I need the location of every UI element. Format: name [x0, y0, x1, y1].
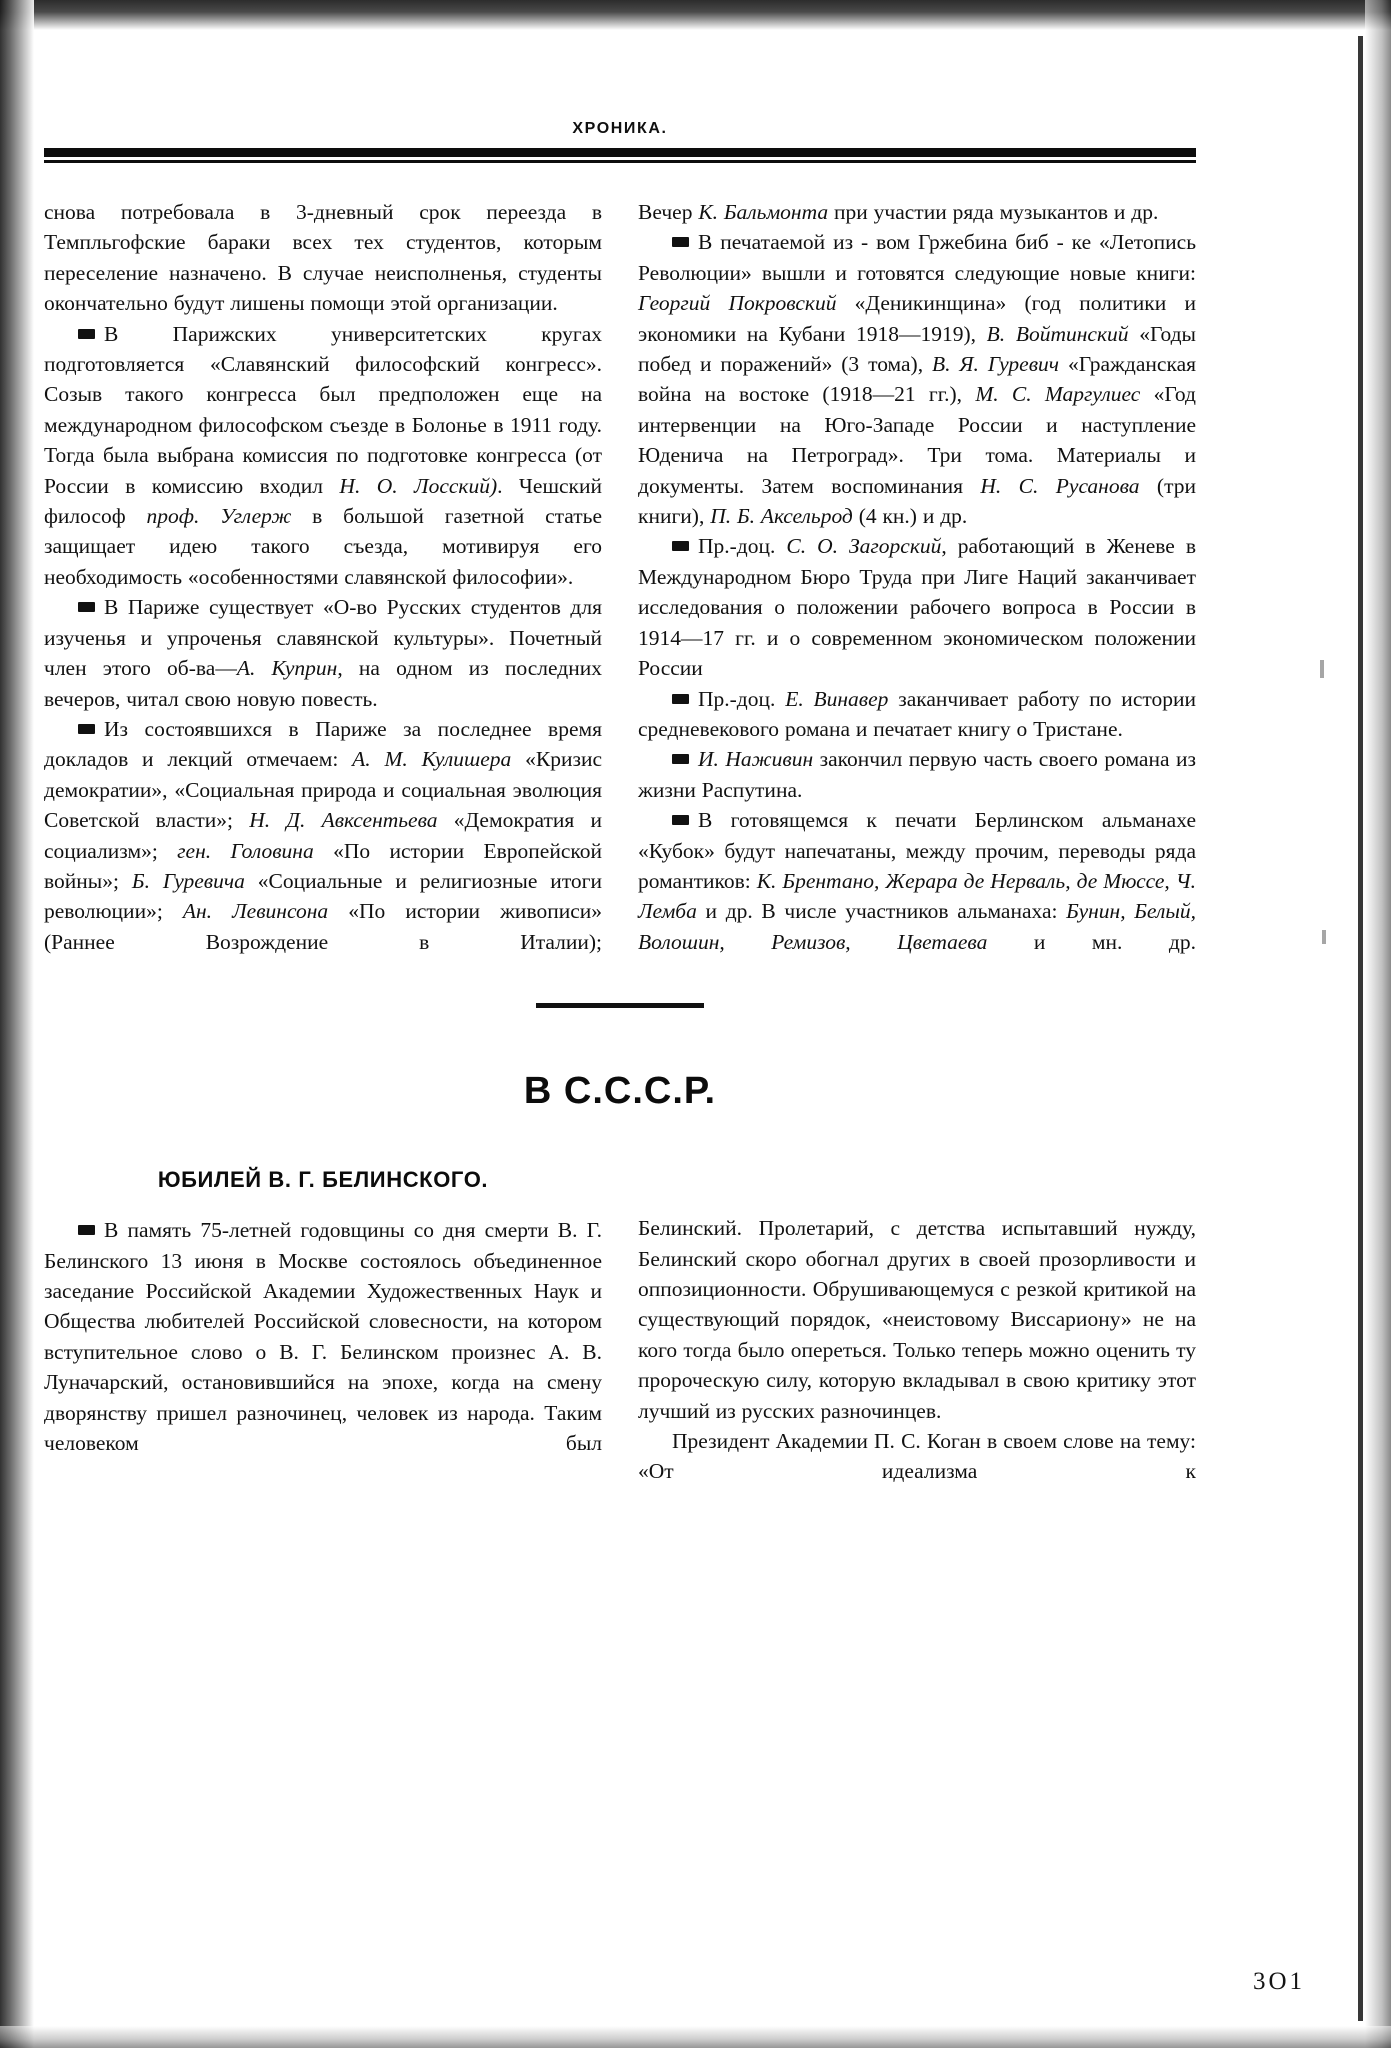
- scan-edge-right: [1365, 0, 1391, 2048]
- paragraph-text: «Гражданская война на востоке (1918—21 гг.),: [638, 352, 1196, 407]
- paragraph-text: «По истории Европейской войны»;: [44, 838, 602, 893]
- paragraph-italic: проф. Углерж: [146, 504, 292, 529]
- paragraph-text: (три книги),: [638, 473, 1196, 529]
- chronicle-columns: [44, 197, 1196, 957]
- paragraph-text: В Париже существует «О-во Русских студентов для изученья и упроченья славянской культуры». Почетный член этого об-ва—: [44, 595, 602, 681]
- paragraph-italic: К. Брентано, Жерара де Нерваль, де Мюссе, Ч. Лемба: [638, 868, 1196, 924]
- scan-speck: [1322, 930, 1326, 944]
- paragraph-italic: Бунин, Белый, Волошин, Ремизов, Цветаева: [638, 899, 1197, 954]
- paragraph-text: , на одном из последних вечеров, читал свою новую повесть.: [44, 656, 602, 711]
- paragraph-text: «Годы побед и поражений» (3 тома),: [638, 321, 1197, 377]
- paragraph-italic: К. Бальмонта: [698, 200, 829, 224]
- header-rule: [44, 148, 1196, 163]
- paragraph-text: Пр.-доц.: [698, 534, 787, 559]
- paragraph: [44, 592, 602, 714]
- paragraph: [44, 714, 602, 957]
- scan-edge-top: [0, 0, 1391, 30]
- square-bullet-icon: [672, 237, 689, 247]
- paragraph-text: Пр.-доц.: [698, 686, 786, 711]
- paragraph: [638, 197, 1196, 227]
- paragraph-text: В Парижских университетских кругах подготовляется «Славянский философский конгресс». Созыв такого конгресса был предположен еще на международном философском съезде в Болонье в 1911 году. Тогда была выбрана комиссия по подготовке конгресса (от России в комиссию входил: [44, 321, 602, 498]
- paragraph: [638, 227, 1196, 531]
- running-head: ХРОНИКА.: [572, 120, 668, 137]
- paragraph-italic: Н. Д. Авксентьева: [249, 808, 438, 833]
- square-bullet-icon: [672, 694, 689, 704]
- paragraph-italic: М. С. Маргулиес: [975, 382, 1141, 407]
- paragraph: [44, 197, 602, 319]
- scan-vertical-rule: [1358, 36, 1363, 2021]
- paragraph-italic: ген. Головина: [177, 838, 314, 863]
- paragraph-text: и др. В числе участников альманаха:: [696, 899, 1067, 924]
- paragraph-text: (4 кн.) и др.: [852, 504, 968, 529]
- paragraph-italic: А. М. Кулишера: [352, 747, 512, 772]
- paragraph-text: снова потребовала в 3-дневный срок переезда в Темпльгофские бараки всех тех студентов, которым переселение назначено. В случае неисполненья, студенты окончательно будут лишены помощи этой организации.: [44, 200, 602, 316]
- paragraph-italic: Ан. Левинсона: [182, 899, 329, 924]
- paragraph-text: , работающий в Женеве в Международном Бюро Труда при Лиге Наций заканчивает исследования о положении рабочего вопроса в России в 1914—17 гг. и о современном экономическом положении России: [638, 534, 1196, 681]
- square-bullet-icon: [78, 329, 95, 339]
- paragraph: [44, 319, 602, 593]
- square-bullet-icon: [78, 1225, 95, 1235]
- page-number: 3О1: [1252, 1968, 1305, 1995]
- column-spacer: [638, 1167, 1196, 1213]
- paragraph: [638, 1426, 1196, 1487]
- paragraph-italic: В. Я. Гуревич: [932, 352, 1060, 377]
- paragraph-text: «Год интервенции на Юго-Западе России и наступление Юденича на Петроград». Три тома. Материалы и документы. Затем воспоминания: [638, 382, 1196, 498]
- paragraph-italic: Н. С. Русанова: [980, 473, 1140, 498]
- ussr-columns: [44, 1167, 1196, 1487]
- paragraph: [638, 684, 1196, 745]
- paragraph-italic: А. Куприн: [236, 656, 338, 681]
- square-bullet-icon: [78, 602, 95, 612]
- scan-edge-left: [0, 0, 34, 2048]
- paragraph-italic: Георгий Покровский: [638, 291, 837, 316]
- square-bullet-icon: [78, 724, 95, 734]
- paragraph-text: Президент Академии П. С. Коган в своем слове на тему: «От идеализма к: [638, 1429, 1196, 1484]
- paragraph-text: закончил первую часть своего романа из жизни Распутина.: [638, 747, 1196, 802]
- scan-edge-bottom: [0, 2026, 1391, 2048]
- paragraph-italic: Е. Винавер: [785, 686, 889, 711]
- paragraph-text: В печатаемой из - вом Гржебина биб - ке «Летопись Революции» вышли и готовятся следующие новые книги:: [638, 230, 1196, 285]
- ussr-left-column: [44, 1167, 602, 1458]
- page-content: [44, 120, 1196, 1487]
- paragraph-text: Белинский. Пролетарий, с детства испытавший нужду, Белинский скоро обогнал других в своей прозорливости и оппозиционности. Обрушивающемуся с резкой критикой на существующий порядок, «неистовому Виссариону» не на кого тогда было опереться. Только теперь можно оценить ту пророческую силу, которую вкладывал в свою критику этот лучший из русских разночинцев.: [638, 1216, 1196, 1423]
- paragraph-italic: И. Наживин: [698, 747, 814, 772]
- square-bullet-icon: [672, 754, 689, 764]
- square-bullet-icon: [672, 541, 689, 551]
- paragraph-text: . Чешский философ: [44, 473, 603, 529]
- section-divider: [536, 1003, 704, 1008]
- paragraph-text: «Деникинщина» (год политики и экономики на Кубани 1918—1919),: [638, 291, 1196, 346]
- paragraph-italic: В. Войтинский: [986, 321, 1129, 346]
- scan-speck: [1320, 660, 1324, 678]
- paragraph: [638, 805, 1196, 957]
- square-bullet-icon: [672, 815, 689, 825]
- paragraph: [44, 1215, 602, 1458]
- paragraph-text: Из состоявшихся в Париже за последнее время докладов и лекций отмечаем:: [44, 716, 602, 772]
- paragraph: [638, 531, 1196, 683]
- article-title-belinsky: ЮБИЛЕЙ В. Г. БЕЛИНСКОГО.: [157, 1167, 489, 1193]
- section-title-ussr: В С.С.С.Р.: [523, 1070, 717, 1113]
- paragraph-text: «Демократия и социализм»;: [44, 808, 603, 863]
- paragraph-text: «Социальные и религиозные итоги революции»;: [44, 868, 603, 924]
- paragraph-text: в большой газетной статье защищает идею такого съезда, мотивируя его необходимость «особенностями славянской философии».: [44, 504, 603, 589]
- paragraph-text: «Кризис демократии», «Социальная природа и социальная эволюция Советской власти»;: [44, 747, 602, 833]
- paragraph-text: В готовящемся к печати Берлинском альманахе «Кубок» будут напечатаны, между прочим, переводы ряда романтиков:: [638, 808, 1196, 893]
- chronicle-right-column: [638, 197, 1196, 957]
- ussr-right-column: [638, 1167, 1196, 1487]
- chronicle-left-column: [44, 197, 602, 957]
- paragraph-italic: Б. Гуревича: [131, 868, 245, 893]
- paragraph-text: при участии ряда музыкантов и др.: [828, 200, 1159, 224]
- paragraph-text: В память 75-летней годовщины со дня смерти В. Г. Белинского 13 июня в Москве состоялось объединенное заседание Российской Академии Художественных Наук и Общества любителей Российской словесности, на котором вступительное слово о В. Г. Белинском произнес А. В. Луначарский, остановившийся на эпохе, когда на смену дворянству пришел разночинец, человек из народа. Таким человеком был: [44, 1218, 602, 1455]
- paragraph-text: «По истории живописи» (Раннее Возрождение в Италии);: [44, 899, 603, 954]
- paragraph-text: и мн. др.: [987, 929, 1196, 954]
- paragraph-text: Вечер: [638, 200, 699, 224]
- paragraph: [638, 744, 1196, 805]
- paragraph-text: заканчивает работу по истории средневекового романа и печатает книгу о Тристане.: [638, 686, 1196, 741]
- paragraph: [638, 1213, 1196, 1426]
- paragraph-italic: П. Б. Аксельрод: [710, 504, 853, 529]
- paragraph-italic: Н. О. Лосский): [339, 473, 498, 498]
- paragraph-italic: С. О. Загорский: [786, 534, 942, 559]
